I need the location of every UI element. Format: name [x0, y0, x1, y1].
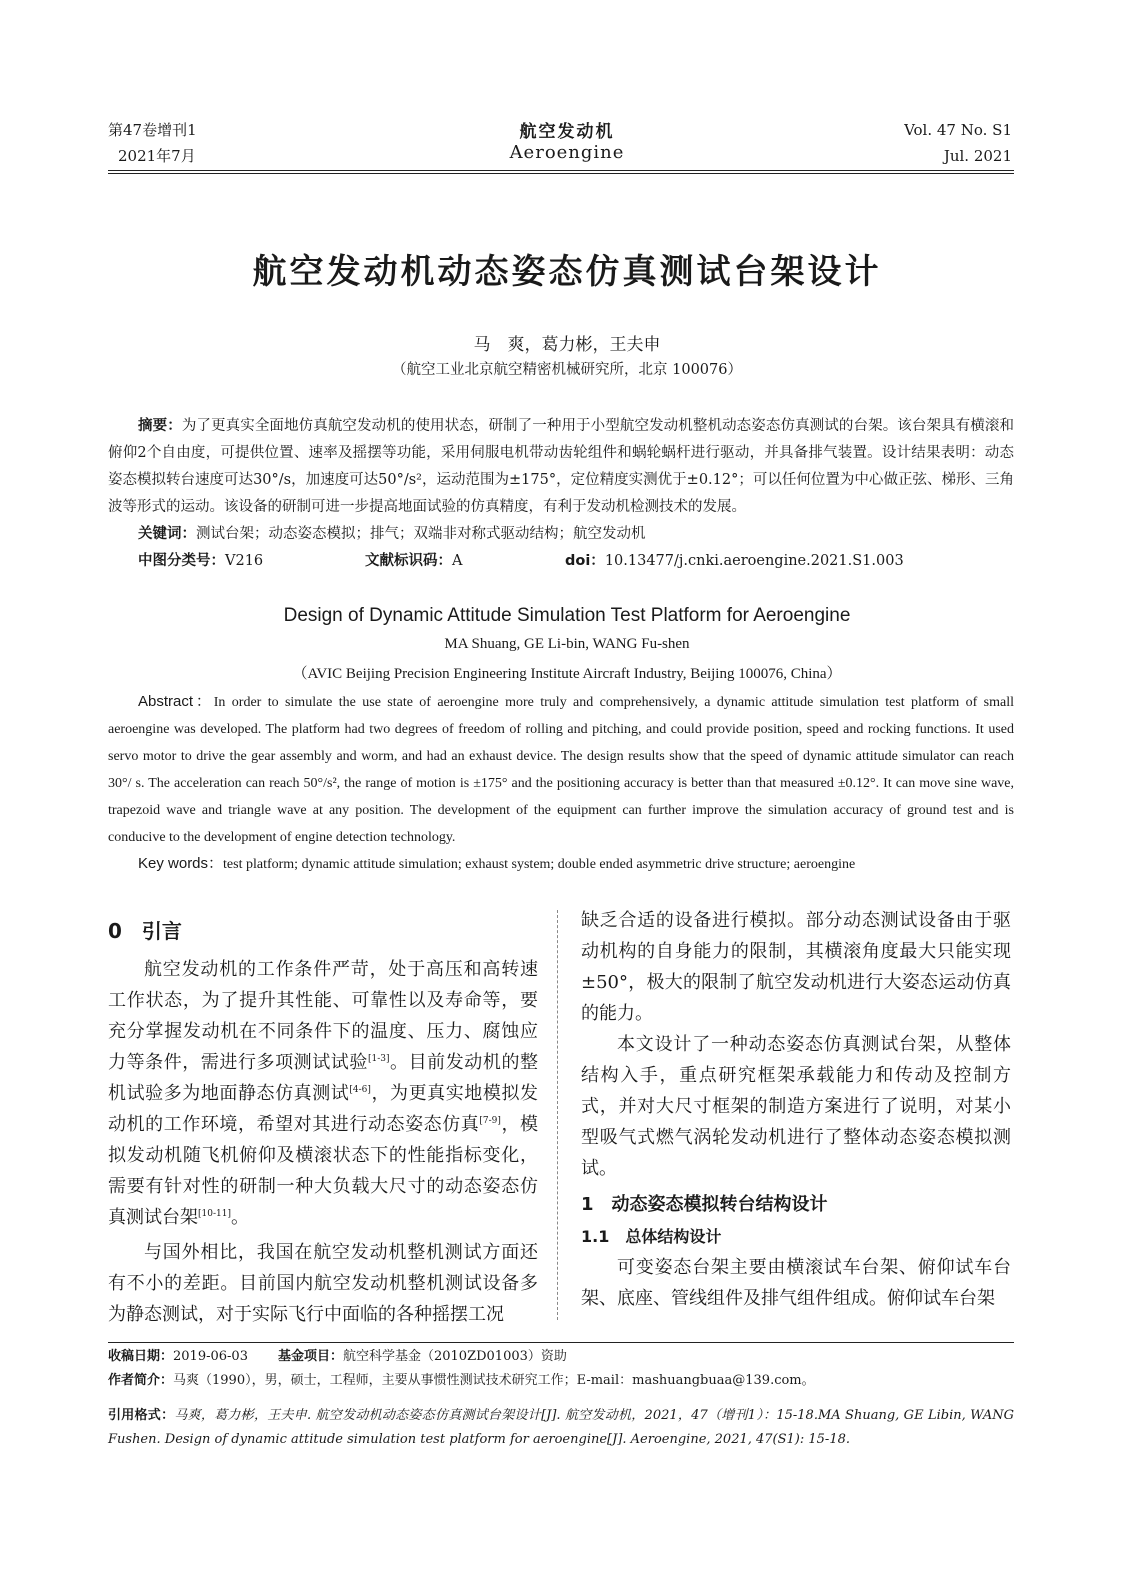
header-date-en: Jul. 2021	[943, 147, 1012, 165]
intro-paragraph-3: 本文设计了一种动态姿态仿真测试台架，从整体结构入手，重点研究框架承载能力和传动及控制方式，并对大尺寸框架的制造方案进行了说明，对某小型吸气式燃气涡轮发动机进行了整体动态姿态模拟测试。	[581, 1034, 1011, 1179]
paper-title-cn: 航空发动机动态姿态仿真测试台架设计	[252, 252, 882, 292]
footer-author-bio: 作者简介：马爽（1990），男，硕士，工程师，主要从事惯性测试技术研究工作；E-mail：mashuangbuaa@139.com。	[108, 1373, 815, 1388]
section-0-heading: 0 引言	[108, 919, 182, 943]
document-code: 文献标识码：A	[365, 553, 463, 569]
header-issue-en: Vol. 47 No. S1	[904, 121, 1012, 139]
authors-en: MA Shuang, GE Li-bin, WANG Fu-shen	[444, 636, 690, 652]
footer-rule	[108, 1342, 1014, 1343]
abstract-en	[108, 688, 1014, 851]
footer-citation: 引用格式：马爽，葛力彬，王夫申. 航空发动机动态姿态仿真测试台架设计[J]. 航空发动机，2021，47（增刊1）：15-18.MA Shuang, GE Libin, WANG Fushen. Design of dynamic attitude simulation test platform for aeroengine[J]. Aeroengine, 2021, 47(S1): 15-18.	[108, 1408, 1014, 1447]
doi: doi：10.13477/j.cnki.aeroengine.2021.S1.003	[565, 553, 904, 569]
column-divider	[557, 910, 558, 1320]
header-rule-2	[108, 173, 1014, 174]
abstract-en-text: In order to simulate the use state of aeroengine more truly and comprehensively, a dynamic attitude simulation test platform of small aeroengine was developed. The platform had two degrees of freedom of rolling and pitching, and could provide position, speed and rocking functions. It used servo motor to drive the gear assembly and worm, and had an exhaust device. The design results show that the speed of dynamic attitude simulator can reach 30°/ s. The acceleration can reach 50°/s², the range of motion is ±175° and the positioning accuracy is better than that measured ±0.12°. It can move sine wave, trapezoid wave and triangle wave at any position. The development of the equipment can further improve the simulation accuracy of ground test and is conducive to the development of engine detection technology.	[108, 695, 1014, 845]
intro-paragraph-2-continued: 缺乏合适的设备进行模拟。部分动态测试设备由于驱动机构的自身能力的限制，其横滚角度最大只能实现 ±50°，极大的限制了航空发动机进行大姿态运动仿真的能力。	[581, 910, 1011, 1024]
keywords-cn	[108, 521, 1014, 548]
keywords-cn-label: 关键词：	[138, 526, 196, 542]
keywords-en-label: Key words：	[138, 855, 224, 872]
body-left-column	[108, 914, 538, 1330]
keywords-en-text: test platform; dynamic attitude simulation; exhaust system; double ended asymmetric drive structure; aeroengine	[223, 857, 856, 872]
affiliation-cn: （航空工业北京航空精密机械研究所，北京 100076）	[392, 362, 742, 378]
clc-number: 中图分类号：V216	[138, 553, 264, 569]
abstract-en-label: Abstract：	[138, 693, 214, 710]
footer-received-fund: 收稿日期：2019-06-03 基金项目：航空科学基金（2010ZD01003）资助	[108, 1349, 567, 1364]
authors-cn: 马 爽，葛力彬，王夫申	[473, 335, 661, 355]
section-1-1-paragraph: 可变姿态台架主要由横滚试车台架、俯仰试车台架、底座、管线组件及排气组件组成。俯仰试车台架	[581, 1257, 1011, 1309]
intro-paragraph-1: 航空发动机的工作条件严苛，处于高压和高转速工作状态，为了提升其性能、可靠性以及寿命等，要充分掌握发动机在不同条件下的温度、压力、腐蚀应力等条件，需进行多项测试试验[1-3]。目前发动机的整机试验多为地面静态仿真测试[4-6]，为更真实地模拟发动机的工作环境，希望对其进行动态姿态仿真[7-9]，模拟发动机随飞机俯仰及横滚状态下的性能指标变化，需要有针对性的研制一种大负载大尺寸的动态姿态仿真测试台架[10-11]。	[108, 959, 539, 1228]
header-journal-en: Aeroengine	[509, 142, 625, 163]
header-journal-cn: 航空发动机	[519, 122, 615, 142]
abstract-cn-label: 摘要：	[138, 418, 182, 434]
section-1-1-heading: 1.1 总体结构设计	[581, 1227, 722, 1246]
abstract-cn	[108, 413, 1014, 521]
keywords-en	[108, 850, 1014, 878]
header-rule	[108, 170, 1014, 171]
section-1-heading: 1 动态姿态模拟转台结构设计	[581, 1194, 828, 1215]
affiliation-en: （AVIC Beijing Precision Engineering Institute Aircraft Industry, Beijing 100076, China）	[292, 666, 842, 682]
keywords-cn-text: 测试台架；动态姿态模拟；排气；双端非对称式驱动结构；航空发动机	[196, 526, 646, 542]
body-right-column	[581, 905, 1011, 1314]
abstract-cn-text: 为了更真实全面地仿真航空发动机的使用状态，研制了一种用于小型航空发动机整机动态姿态仿真测试的台架。该台架具有横滚和俯仰2个自由度，可提供位置、速率及摇摆等功能，采用伺服电机带动齿轮组件和蜗轮蜗杆进行驱动，并具备排气装置。设计结果表明：动态姿态模拟转台速度可达30°/s，加速度可达50°/s²，运动范围为±175°，定位精度实测优于±0.12°；可以任何位置为中心做正弦、梯形、三角波等形式的运动。该设备的研制可进一步提高地面试验的仿真精度，有利于发动机检测技术的发展。	[108, 418, 1015, 515]
header-issue-cn: 第47卷增刊1	[108, 121, 197, 139]
intro-paragraph-2: 与国外相比，我国在航空发动机整机测试方面还有不小的差距。目前国内航空发动机整机测试设备多为静态测试，对于实际飞行中面临的各种摇摆工况	[108, 1242, 538, 1325]
header-date-cn: 2021年7月	[118, 147, 196, 165]
paper-title-en: Design of Dynamic Attitude Simulation Test Platform for Aeroengine	[283, 605, 851, 626]
